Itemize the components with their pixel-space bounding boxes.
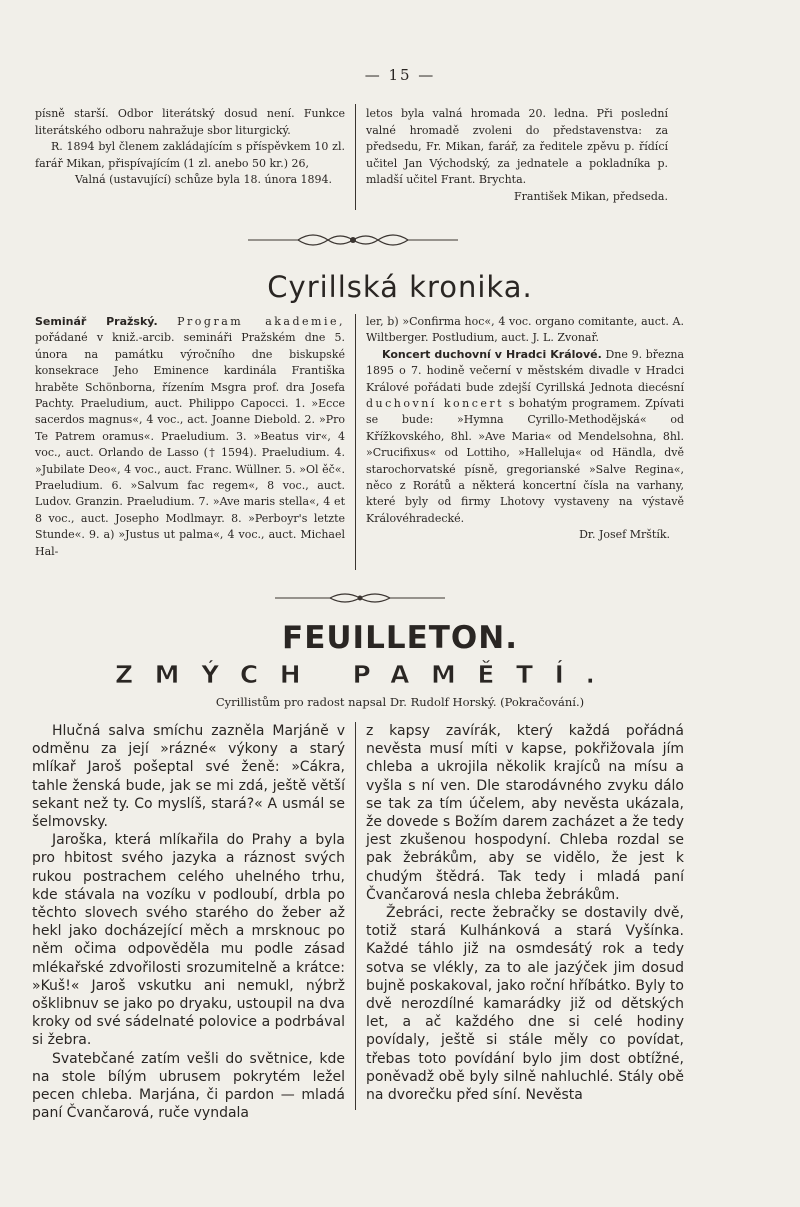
section-heading-cyrillska-kronika: Cyrillská kronika. — [267, 270, 533, 304]
column-rule — [355, 722, 356, 1110]
byline: Cyrillistům pro radost napsal Dr. Rudolf Horský. (Pokračování.) — [215, 695, 585, 709]
paragraph: Hlučná salva smíchu zazněla Marjáně v odměnu za její »rázné« výkony a starý mlíkař Jaroš pošeptal své ženě: »Cákra, tahle ženská bude, jak se mi zdá, ještě větší sekant než ty. Co myslíš, stará?« A usmál se šelmovsky. — [32, 723, 345, 831]
kronika-right-column — [366, 314, 684, 544]
paragraph: písně starší. Odbor literátský dosud není. Funkce literátského odboru nahražuje sbor liturgický. — [35, 107, 345, 137]
spaced-text: duchovní koncert — [366, 397, 505, 411]
paragraph-text: pořádané v kniž.-arcib. semináři Pražském dne 5. února na památku výročního dne biskupské konsekrace Jeho Eminence kardinála Františka hraběte Schönborna, řízením Msgra prof. dra Josefa Pachty. Praeludium, auct. Philippo Capocci. 1. »Ecce sacerdos magnus«, 4 voc., act. Joanne Diebold. 2. »Pro Te Patrem oramus«. Praeludium. 3. »Beatus vir«, 4 voc., auct. Orlando de Lasso († 1594). Praeludium. 4. »Jubilate Deo«, 4 voc., auct. Franc. Wüllner. 5. »Ol ěč«. Praeludium. 6. »Salvum fac regem«, 8 voc., auct. Ludov. Granzin. Praeludium. 7. »Ave maris stella«, 4 et 8 voc., auct. Josepho Modlmayr. 8. »Perboyr's letzte Stunde«. 9. a) »Justus ut palma«, 4 voc., auct. Michael Hal- — [35, 331, 345, 558]
subheading-text: ZMÝCH PAMĚTÍ. — [115, 660, 595, 688]
paragraph: z kapsy zavírák, který každá pořádná nevěsta musí míti v kapse, pokřižovala jím chleba a ukrojila několik krajíců na mísu a vyšla s ní ven. Dle starodávného zvyku dálo se tak za tím účelem, aby nevěsta ukázala, že dovede s Božím darem zacházet a že tedy jest zkušenou hospodyní. Chleba rozdal se pak žebrákům, aby se vidělo, že jest k chudým štědrá. Tak tedy i mladá paní Čvančarová nesla chleba žebrákům. — [366, 723, 684, 903]
section-heading-feuilleton: FEUILLETON. — [282, 620, 518, 656]
lead-seminar-prazsky: Seminář Pražský. — [35, 315, 158, 328]
column-rule — [355, 104, 356, 210]
paragraph — [366, 347, 684, 527]
paragraph: Žebráci, recte žebračky se dostavily dvě, totiž stará Kulhánková a stará Vyšínka. Každé táhlo již na osmdesátý rok a tedy sotva se vlékly, za to ale jazýček jim dosud bujně poskakoval, jako roční hříbátko. Byly to dvě nerozdílné kamarádky již od dětských let, a ač každého dne si celé hodiny povídaly, ještě si stále měly co povídat, třebas toto povídání bylo jim dost obtížné, poněvadž obě byly silně nahluchlé. Stály obě na dvorečku před síní. Nevěsta — [366, 905, 684, 1104]
top-left-column — [35, 106, 345, 189]
top-right-column — [366, 106, 668, 206]
ornament-divider — [248, 230, 458, 250]
page-number: — 15 — — [364, 66, 436, 84]
spaced-text: Program akademie, — [177, 315, 345, 328]
kronika-left-column — [35, 314, 345, 560]
column-rule — [355, 314, 356, 570]
signature: Dr. Josef Mrštík. — [579, 528, 670, 542]
paragraph: R. 1894 byl členem zakládajícím s příspěvkem 10 zl. farář Mikan, přispívajícím (1 zl. anebo 50 kr.) 26, — [35, 140, 345, 170]
paragraph: Valná (ustavující) schůze byla 18. února 1894. — [75, 173, 333, 187]
feuilleton-left-column — [32, 722, 345, 1122]
paragraph: letos byla valná hromada 20. ledna. Při poslední valné hromadě zvoleni do představenstva: za předsedu, Fr. Mikan, farář, za ředitele zpěvu p. řídící učitel Jan Východský, za jednatele a pokladníka p. mladší učitel Frant. Brychta. — [366, 107, 668, 187]
lead-koncert: Koncert duchovní v Hradci Králové. — [382, 347, 602, 361]
decorative-subheading — [110, 660, 600, 688]
signature: František Mikan, předseda. — [514, 189, 668, 203]
feuilleton-right-column — [366, 722, 684, 1104]
paragraph-text: s bohatým programem. Zpívati se bude: »Hymna Cyrillo-Methodějská« od Křížkovského, 8hl. »Ave Maria« od Mendelsohna, 8hl. »Crucifixus« od Lottiho, »Halleluja« od Händla, dvě starochorvatské písně, gregorianské »Salve Regina«, něco z Rorátů a některá koncertní čísla na varhany, které byly od firmy Lhotovy vystaveny na výstavě Královéhradecké. — [366, 397, 684, 525]
paragraph: Svatebčané zatím vešli do světnice, kde na stole bílým ubrusem pokrytém ležel pecen chleba. Marjána, či pardon — mladá paní Čvančarová, ruče vyndala — [32, 1050, 345, 1122]
paragraph: ler, b) »Confirma hoc«, 4 voc. organo comitante, auct. A. Wiltberger. Postludium, auct. J. L. Zvonař. — [366, 315, 684, 345]
paragraph-text: Dne 9. března 1895 o 7. hodině večerní v městském divadle v Hradci Králové pořádati bude zdejší Cyrillská Jednota diecésní — [366, 347, 685, 394]
paragraph — [35, 314, 345, 560]
paragraph: Jaroška, která mlíkařila do Prahy a byla pro hbitost svého jazyka a ráznost svých rukou postrachem celého uhelného trhu, kde stávala na vozíku v podloubí, drbla po těchto slovech svého starého do žeber až hekl jako docházející měch a mrsknouc po něm očima odpověděla mu podle zásad mlékařské zdvořilosti srozumitelně a krátce: »Kuš!« Jaroš vskutku ani nemukl, nýbrž ošklibnuv se jako po dryaku, ustoupil na dva kroky od své sádelnaté polovice a podrbával si žebra. — [32, 832, 345, 1049]
ornament-divider — [275, 590, 445, 606]
